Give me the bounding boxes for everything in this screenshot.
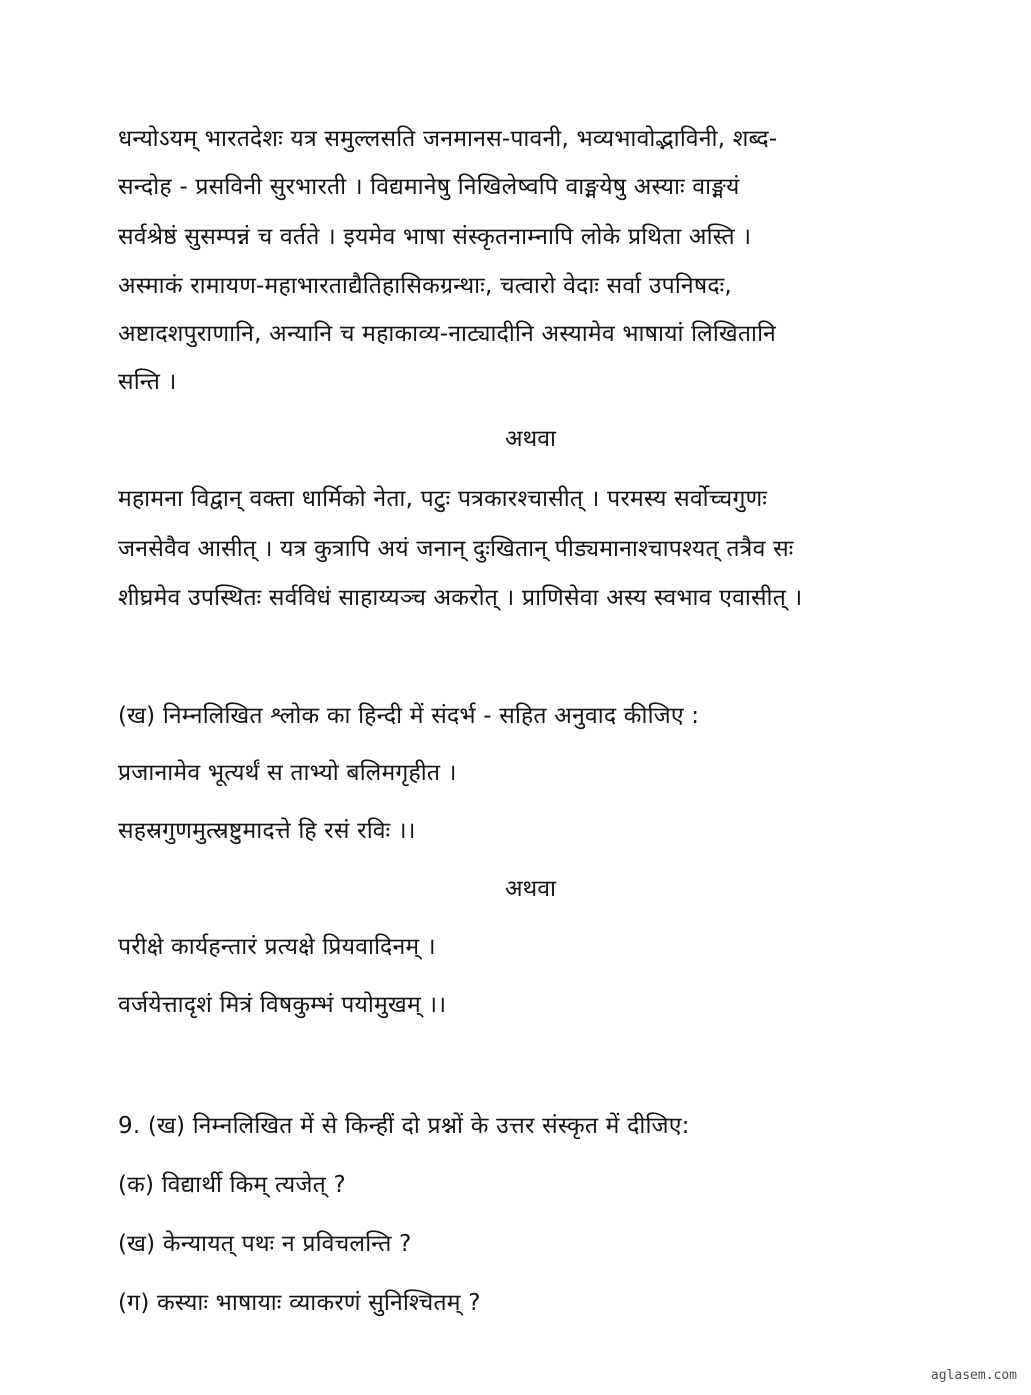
passage1-line-1: धन्योऽयम् भारतदेशः यत्र समुल्लसति जनमानस-पावनी, भव्यभावोद्भाविनी, शब्द-	[118, 126, 778, 152]
shloka2-line-1: परीक्षे कार्यहन्तारं प्रत्यक्षे प्रियवादिनम् ।	[118, 934, 436, 960]
or-divider-1: अथवा	[504, 426, 556, 452]
question9-item-ka: (क) विद्यार्थी किम् त्यजेत् ?	[118, 1172, 346, 1198]
passage2-line-3: शीघ्रमेव उपस्थितः सर्वविधं साहाय्यञ्च अकरोत् । प्राणिसेवा अस्य स्वभाव एवासीत् ।	[118, 585, 803, 611]
shloka2-line-2: वर्जयेत्तादृशं मित्रं विषकुम्भं पयोमुखम् ।।	[118, 992, 447, 1018]
passage1-line-5: अष्टादशपुराणानि, अन्यानि च महाकाव्य-नाट्यादीनि अस्यामेव भाषायां लिखितानि	[118, 321, 777, 347]
question-kha-heading: (ख) निम्नलिखित श्लोक का हिन्दी में संदर्भ - सहित अनुवाद कीजिए :	[118, 703, 700, 729]
or-divider-2: अथवा	[504, 876, 556, 902]
watermark: aglasem.com	[930, 1368, 1017, 1383]
passage2-line-1: महामना विद्वान् वक्ता धार्मिको नेता, पटुः पत्रकारश्चासीत् । परमस्य सर्वोच्चगुणः	[118, 486, 768, 512]
shloka1-line-2: सहस्रगुणमुत्स्रष्टुमादत्ते हि रसं रविः ।।	[118, 818, 416, 844]
passage1-line-4: अस्माकं रामायण-महाभारताद्यैतिहासिकग्रन्थाः, चत्वारो वेदाः सर्वा उपनिषदः,	[118, 273, 732, 299]
question9-heading: 9. (ख) निम्नलिखित में से किन्हीं दो प्रश्नों के उत्तर संस्कृत में दीजिए:	[118, 1113, 690, 1139]
shloka1-line-1: प्रजानामेव भूत्यर्थं स ताभ्यो बलिमगृहीत ।	[118, 760, 457, 786]
passage1-line-2: सन्दोह - प्रसविनी सुरभारती । विद्यमानेषु निखिलेष्वपि वाङ्मयेषु अस्याः वाङ्मयं	[118, 174, 740, 200]
passage1-line-3: सर्वश्रेष्ठं सुसम्पन्नं च वर्तते । इयमेव भाषा संस्कृतनाम्नापि लोके प्रथिता अस्ति ।	[118, 224, 752, 250]
passage2-line-2: जनसेवैव आसीत् । यत्र कुत्रापि अयं जनान् दुःखितान् पीड्यमानाश्चापश्यत् तत्रैव सः	[118, 536, 794, 562]
question9-item-ga: (ग) कस्याः भाषायाः व्याकरणं सुनिश्चितम् ?	[118, 1290, 481, 1316]
passage1-line-6: सन्ति ।	[118, 369, 177, 395]
question9-item-kha: (ख) केन्यायत् पथः न प्रविचलन्ति ?	[118, 1231, 412, 1257]
